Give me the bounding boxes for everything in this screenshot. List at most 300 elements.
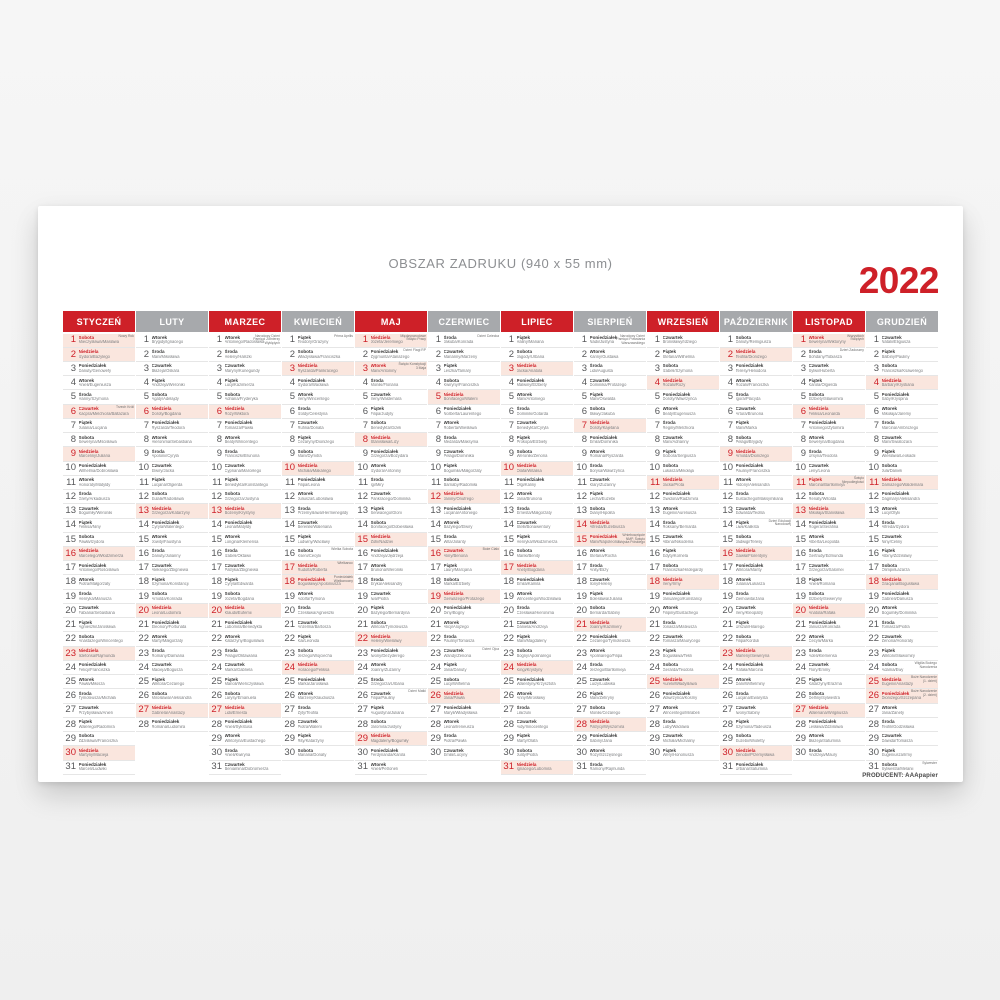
- day-number: 24: [503, 661, 514, 673]
- weekday-label: Piątek: [151, 477, 166, 483]
- namedays-label: Augustyna/Juliana: [370, 710, 404, 715]
- weekday-label: Niedziela: [881, 676, 902, 682]
- day-row: [282, 334, 354, 348]
- namedays-label: Eleonory/Fortunata: [151, 625, 187, 630]
- namedays-label: Teresy/Heliodora: [735, 368, 767, 373]
- day-number: 5: [581, 391, 587, 403]
- day-number: 7: [70, 419, 76, 431]
- day-number: 13: [430, 505, 441, 517]
- namedays-label: Mariki/Benity: [516, 553, 540, 558]
- day-number: 2: [289, 348, 295, 360]
- holiday-annotation: Międzynarodowe Święto Pracy: [400, 333, 426, 342]
- day-row: [355, 519, 427, 533]
- day-row: [866, 490, 938, 504]
- day-row: [866, 746, 938, 760]
- namedays-label: Marka/Jarosława: [297, 682, 329, 687]
- weekday-label: Wtorek: [78, 676, 95, 682]
- weekday-label: Sobota: [808, 391, 825, 397]
- namedays-label: Pelagii/Oktawiana: [224, 653, 258, 658]
- day-row: [209, 348, 281, 362]
- day-number: 8: [727, 434, 733, 445]
- day-row: [282, 348, 354, 362]
- day-number: 30: [576, 747, 587, 759]
- day-number: 10: [430, 462, 441, 474]
- day-number: 1: [143, 334, 149, 346]
- day-row: [720, 761, 792, 775]
- namedays-label: Gwidona/Radzimira: [662, 496, 699, 501]
- weekday-label: Sobota: [881, 761, 898, 767]
- day-number: 25: [868, 675, 879, 687]
- day-number: 11: [650, 476, 660, 488]
- day-row: [574, 504, 646, 518]
- day-row: [428, 433, 500, 447]
- day-number: 2: [581, 348, 587, 360]
- day-row: [866, 447, 938, 461]
- day-number: 11: [139, 476, 149, 488]
- namedays-label: Romana/Ryszarda: [589, 454, 624, 459]
- day-row: [136, 504, 208, 518]
- day-row: [209, 732, 281, 746]
- namedays-label: Władysława/Franciszka: [297, 354, 341, 359]
- namedays-label: Flory/Emmy: [808, 667, 831, 672]
- day-row: [501, 334, 573, 348]
- namedays-label: Gawła/Florentyny: [735, 553, 768, 558]
- weekday-label: Sobota: [443, 477, 460, 483]
- day-row: [793, 476, 865, 490]
- namedays-label: Michała/Michaliny: [662, 738, 695, 743]
- day-number: 23: [430, 647, 441, 659]
- weekday-label: Niedziela: [735, 548, 756, 554]
- day-number: 29: [430, 732, 441, 744]
- weekday-label: Piątek: [881, 648, 896, 654]
- namedays-label: Czesława/Agnieszki: [297, 610, 334, 615]
- weekday-label: Środa: [370, 377, 384, 383]
- namedays-label: Janiny/Onufrego: [443, 496, 474, 501]
- namedays-label: Zygmunta/Atanazego: [370, 354, 410, 359]
- weekday-label: Sobota: [297, 548, 314, 554]
- day-number: 8: [435, 434, 441, 445]
- month-header: MARZEC: [209, 311, 281, 332]
- day-row: [866, 362, 938, 376]
- weekday-label: Środa: [662, 420, 676, 426]
- day-number: 11: [212, 476, 222, 488]
- weekday-label: Poniedziałek: [516, 676, 545, 682]
- weekday-label: Piątek: [881, 448, 896, 454]
- weekday-label: Środa: [78, 591, 92, 597]
- namedays-label: Stefana/Wilhelma: [662, 354, 695, 359]
- weekday-label: Niedziela: [224, 406, 245, 412]
- namedays-label: Bogumiły/Dominika: [881, 610, 917, 615]
- namedays-label: Rozalii/Róży: [662, 383, 686, 388]
- weekday-label: Poniedziałek: [370, 548, 399, 554]
- weekday-label: Poniedziałek: [735, 463, 764, 469]
- namedays-label: Stelli/Bonawentury: [516, 525, 551, 530]
- day-number: 12: [503, 490, 514, 502]
- day-number: 28: [211, 718, 222, 730]
- day-row: [63, 718, 135, 732]
- day-number: 12: [65, 490, 76, 502]
- weekday-label: Czwartek: [735, 705, 756, 710]
- day-number: 5: [654, 391, 660, 403]
- day-number: 14: [211, 519, 222, 531]
- day-row: [866, 561, 938, 575]
- weekday-label: Sobota: [662, 662, 679, 668]
- weekday-label: Sobota: [224, 491, 241, 497]
- namedays-label: Saby/Kryspina: [881, 397, 908, 402]
- day-number: 14: [576, 519, 587, 531]
- day-number: 17: [503, 562, 514, 574]
- day-number: 23: [65, 647, 76, 659]
- namedays-label: Eugeniusza/Irmy: [881, 753, 912, 758]
- day-row: [866, 632, 938, 646]
- day-row: [63, 689, 135, 703]
- namedays-label: Horacego/Feliksa: [297, 667, 330, 672]
- day-number: 26: [576, 690, 587, 702]
- weekday-label: Poniedziałek: [516, 477, 545, 483]
- weekday-label: Czwartek: [662, 534, 683, 540]
- day-row: [574, 490, 646, 504]
- namedays-label: Jagody/Urbana: [516, 354, 545, 359]
- day-number: 1: [70, 334, 76, 346]
- weekday-label: Piątek: [589, 591, 604, 597]
- weekday-label: Środa: [224, 448, 238, 454]
- namedays-label: Izydora/Antoniny: [370, 468, 401, 473]
- day-number: 18: [211, 576, 222, 588]
- day-row: [355, 405, 427, 419]
- weekday-label: Piątek: [881, 747, 896, 753]
- day-row: [209, 533, 281, 547]
- day-row: [501, 632, 573, 646]
- day-row: [720, 419, 792, 433]
- namedays-label: Hanny/Szymona: [78, 397, 109, 402]
- namedays-label: Wilhelma/Dobrosława: [78, 468, 119, 473]
- namedays-label: Andrzeja/Maury: [808, 753, 838, 758]
- namedays-label: Wawrzyńca/Kosmy: [662, 696, 698, 701]
- day-number: 6: [435, 405, 441, 417]
- day-row: [136, 490, 208, 504]
- day-row: [355, 604, 427, 618]
- namedays-label: Arnolda/Konrada: [151, 596, 183, 601]
- weekday-label: Czwartek: [443, 747, 464, 753]
- day-number: 26: [722, 690, 733, 702]
- weekday-label: Sobota: [516, 548, 533, 554]
- namedays-label: Weroniki/Zenona: [516, 454, 548, 459]
- weekday-label: Środa: [151, 448, 165, 454]
- weekday-label: Wtorek: [662, 505, 679, 511]
- month-column: [574, 311, 646, 775]
- namedays-label: Gracjana/Bogusława: [881, 582, 920, 587]
- namedays-label: Grzegorza/Bożydara: [370, 454, 409, 459]
- day-row: [647, 405, 719, 419]
- day-number: 17: [576, 562, 587, 574]
- holiday-annotation: Poniedziałek Wielkanocny: [333, 575, 353, 584]
- day-number: 3: [508, 362, 514, 374]
- day-row: [866, 533, 938, 547]
- namedays-label: Franciszka/Ksawerego: [881, 368, 923, 373]
- namedays-label: Marii/Magdaleny: [516, 639, 547, 644]
- namedays-label: Jakuba/Konrada: [443, 340, 474, 345]
- namedays-label: Kingi/Krystyny: [516, 667, 543, 672]
- day-number: 21: [795, 619, 806, 631]
- weekday-label: Niedziela: [297, 662, 318, 668]
- day-row: [209, 575, 281, 589]
- weekday-label: Czwartek: [808, 662, 829, 668]
- day-number: 3: [873, 362, 879, 374]
- namedays-label: Katarzyny/Erazma: [808, 682, 842, 687]
- day-number: 22: [868, 633, 879, 645]
- day-number: 25: [649, 675, 660, 687]
- weekday-label: Piątek: [662, 648, 677, 654]
- day-number: 8: [362, 434, 368, 445]
- day-row: [428, 632, 500, 646]
- weekday-label: Sobota: [443, 676, 460, 682]
- namedays-label: Bronisławy/Idziego: [662, 340, 697, 345]
- day-row: [793, 661, 865, 675]
- weekday-label: Czwartek: [881, 633, 902, 639]
- day-row: [355, 689, 427, 703]
- day-row: [428, 348, 500, 362]
- day-number: 1: [800, 334, 806, 346]
- day-number: 27: [868, 704, 879, 716]
- month-header: LISTOPAD: [793, 311, 865, 332]
- day-row: [209, 704, 281, 718]
- day-row: [793, 746, 865, 760]
- weekday-label: Sobota: [151, 391, 168, 397]
- day-number: 7: [873, 419, 879, 431]
- day-row: [355, 718, 427, 732]
- namedays-label: Franciszki/Brunona: [224, 454, 260, 459]
- namedays-label: Urbana/Saturnina: [735, 767, 768, 772]
- day-number: 22: [649, 633, 660, 645]
- holiday-annotation: Dzień Zaduszny: [839, 347, 864, 352]
- day-number: 4: [727, 377, 733, 389]
- weekday-label: Sobota: [297, 349, 314, 355]
- day-number: 25: [503, 675, 514, 687]
- day-row: [793, 504, 865, 518]
- namedays-label: Cyryla/Walentego: [151, 525, 184, 530]
- weekday-label: Piątek: [370, 705, 385, 710]
- weekday-label: Niedziela: [370, 534, 391, 540]
- day-number: 8: [581, 434, 587, 445]
- namedays-label: Zyty/Teofila: [297, 710, 319, 715]
- namedays-label: Pauliny/Franciszka: [735, 468, 770, 473]
- day-row: [136, 661, 208, 675]
- day-row: [720, 632, 792, 646]
- namedays-label: Albina/Nikodema: [662, 539, 694, 544]
- namedays-label: Teofila/Dionizego: [735, 354, 767, 359]
- namedays-label: Cezarego/Tymoteusza: [589, 639, 631, 644]
- day-row: [501, 533, 573, 547]
- weekday-label: Piątek: [370, 406, 385, 412]
- namedays-label: Bogny/Apolinarego: [516, 653, 552, 658]
- weekday-label: Czwartek: [297, 519, 318, 525]
- namedays-label: Bohdany/Tobiasza: [808, 354, 842, 359]
- day-number: 2: [216, 348, 222, 360]
- day-row: [355, 732, 427, 746]
- month-header: WRZESIEŃ: [647, 311, 719, 332]
- weekday-label: Niedziela: [297, 562, 318, 568]
- holiday-annotation: Wielka Sobota: [331, 547, 353, 552]
- day-number: 2: [362, 348, 368, 360]
- namedays-label: Honoraty/Matyldy: [78, 482, 111, 487]
- namedays-label: Józefa/Bogdana: [224, 596, 255, 601]
- day-row: [866, 519, 938, 533]
- day-number: 4: [435, 377, 441, 389]
- namedays-label: Łucji/Kazimierza: [224, 383, 255, 388]
- weekday-label: Wtorek: [297, 690, 314, 696]
- day-number: 4: [289, 377, 295, 389]
- day-number: 27: [138, 704, 149, 716]
- weekday-label: Środa: [516, 705, 530, 710]
- day-number: 9: [654, 448, 660, 460]
- namedays-label: Aliny/Benona: [443, 553, 468, 558]
- producer-label: PRODUCENT: AAApapier: [862, 773, 938, 779]
- weekday-label: Czwartek: [662, 434, 683, 440]
- day-number: 24: [430, 661, 441, 673]
- weekday-label: Poniedziałek: [370, 747, 399, 753]
- day-row: [282, 661, 354, 675]
- day-number: 13: [65, 505, 76, 517]
- namedays-label: Michała/Makarego: [297, 468, 331, 473]
- namedays-label: Leona/Matyldy: [224, 525, 252, 530]
- day-row: [866, 476, 938, 490]
- weekday-label: Poniedziałek: [297, 377, 326, 383]
- namedays-label: Ireny/Irmy: [662, 582, 681, 587]
- day-row: [647, 575, 719, 589]
- namedays-label: Piotra/Walerii: [297, 724, 322, 729]
- day-row: [647, 746, 719, 760]
- day-number: 30: [211, 747, 222, 759]
- namedays-label: Lucjana/Olgierda: [151, 482, 183, 487]
- day-row: [720, 476, 792, 490]
- day-number: 20: [65, 604, 76, 616]
- namedays-label: Antoniego/Radosława: [224, 340, 265, 345]
- day-row: [63, 547, 135, 561]
- namedays-label: Lecha/Euzebii: [589, 496, 616, 501]
- day-number: 18: [65, 576, 76, 588]
- day-number: 29: [649, 732, 660, 744]
- day-row: [209, 689, 281, 703]
- weekday-label: Wtorek: [589, 548, 606, 554]
- weekday-label: Sobota: [808, 491, 825, 497]
- day-row: [501, 575, 573, 589]
- day-number: 24: [649, 661, 660, 673]
- day-row: [501, 476, 573, 490]
- weekday-label: Piątek: [151, 676, 166, 682]
- namedays-label: Cezaryny/Dionizego: [297, 440, 335, 445]
- namedays-label: Marty/Małgorzaty: [151, 639, 183, 644]
- weekday-label: Piątek: [589, 391, 604, 397]
- day-row: [574, 433, 646, 447]
- day-number: 3: [581, 362, 587, 374]
- weekday-label: Poniedziałek: [735, 363, 764, 369]
- namedays-label: Rozalii/Franciszka: [735, 383, 769, 388]
- weekday-label: Sobota: [881, 562, 898, 568]
- weekday-label: Wtorek: [589, 349, 606, 355]
- weekday-label: Sobota: [808, 690, 825, 696]
- day-row: [574, 575, 646, 589]
- day-row: [866, 433, 938, 447]
- namedays-label: Edwarda/Teofila: [735, 511, 765, 516]
- weekday-label: Sobota: [881, 363, 898, 369]
- namedays-label: Ferdynanda/Karola: [370, 753, 406, 758]
- weekday-label: Sobota: [443, 576, 460, 582]
- month-column: [209, 311, 281, 775]
- namedays-label: Marcina/Bartłomieja: [808, 482, 845, 487]
- day-number: 27: [211, 704, 222, 716]
- namedays-label: Fabiana/Sebastiana: [78, 610, 115, 615]
- day-number: 7: [508, 419, 514, 431]
- weekday-label: Wtorek: [516, 491, 533, 497]
- day-number: 1: [873, 334, 879, 346]
- weekday-label: Poniedziałek: [151, 420, 180, 426]
- weekday-label: Sobota: [881, 662, 898, 668]
- weekday-label: Wtorek: [735, 576, 752, 582]
- day-row: [574, 689, 646, 703]
- weekday-label: Wtorek: [78, 377, 95, 383]
- weekday-label: Piątek: [589, 491, 604, 497]
- namedays-label: Lidii/Ernesta: [224, 710, 248, 715]
- day-row: [647, 689, 719, 703]
- day-number: 12: [284, 490, 295, 502]
- day-number: 3: [800, 362, 806, 374]
- namedays-label: Olimpii/Łazarza: [881, 568, 910, 573]
- day-number: 24: [576, 661, 587, 673]
- weekday-label: Czwartek: [370, 491, 391, 497]
- weekday-label: Wtorek: [443, 619, 460, 625]
- day-number: 12: [868, 490, 879, 502]
- day-row: [355, 547, 427, 561]
- day-row: [866, 661, 938, 675]
- day-row: [793, 348, 865, 362]
- namedays-label: Bonifacego/Dobiesława: [370, 525, 414, 530]
- namedays-label: Tymoteusza/Michała: [78, 696, 116, 701]
- day-row: [282, 575, 354, 589]
- day-row: [574, 590, 646, 604]
- day-number: 3: [654, 362, 660, 374]
- day-number: 15: [868, 533, 879, 545]
- holiday-annotation: Boże Ciało: [482, 547, 499, 552]
- day-number: 28: [503, 718, 514, 730]
- day-number: 27: [357, 704, 368, 716]
- day-number: 20: [357, 604, 368, 616]
- day-row: [866, 334, 938, 348]
- namedays-label: Danuty/Julianny: [151, 553, 181, 558]
- day-row: [866, 575, 938, 589]
- namedays-label: Iwa/Piotra: [370, 596, 389, 601]
- day-row: [355, 746, 427, 760]
- namedays-label: Marceliny/Juliana: [78, 454, 111, 459]
- namedays-label: Prokopa/Elżbiety: [516, 440, 548, 445]
- namedays-label: Przemysława/Hermenegildy: [297, 511, 349, 516]
- day-number: 12: [357, 490, 368, 502]
- print-area-label: OBSZAR ZADRUKU (940 x 55 mm): [388, 256, 613, 271]
- day-number: 11: [358, 476, 368, 488]
- namedays-label: Bereniki/Waleriana: [297, 525, 332, 530]
- day-row: [647, 533, 719, 547]
- day-number: 13: [503, 505, 514, 517]
- day-number: 22: [138, 633, 149, 645]
- namedays-label: Jacka/Prota: [662, 482, 685, 487]
- day-number: 15: [430, 533, 441, 545]
- namedays-label: Tomasza/Pawła: [224, 425, 254, 430]
- day-number: 23: [357, 647, 368, 659]
- day-number: 8: [800, 434, 806, 445]
- day-row: [501, 390, 573, 404]
- weekday-label: Niedziela: [881, 377, 902, 383]
- weekday-label: Poniedziałek: [78, 562, 107, 568]
- weekday-label: Sobota: [662, 463, 679, 469]
